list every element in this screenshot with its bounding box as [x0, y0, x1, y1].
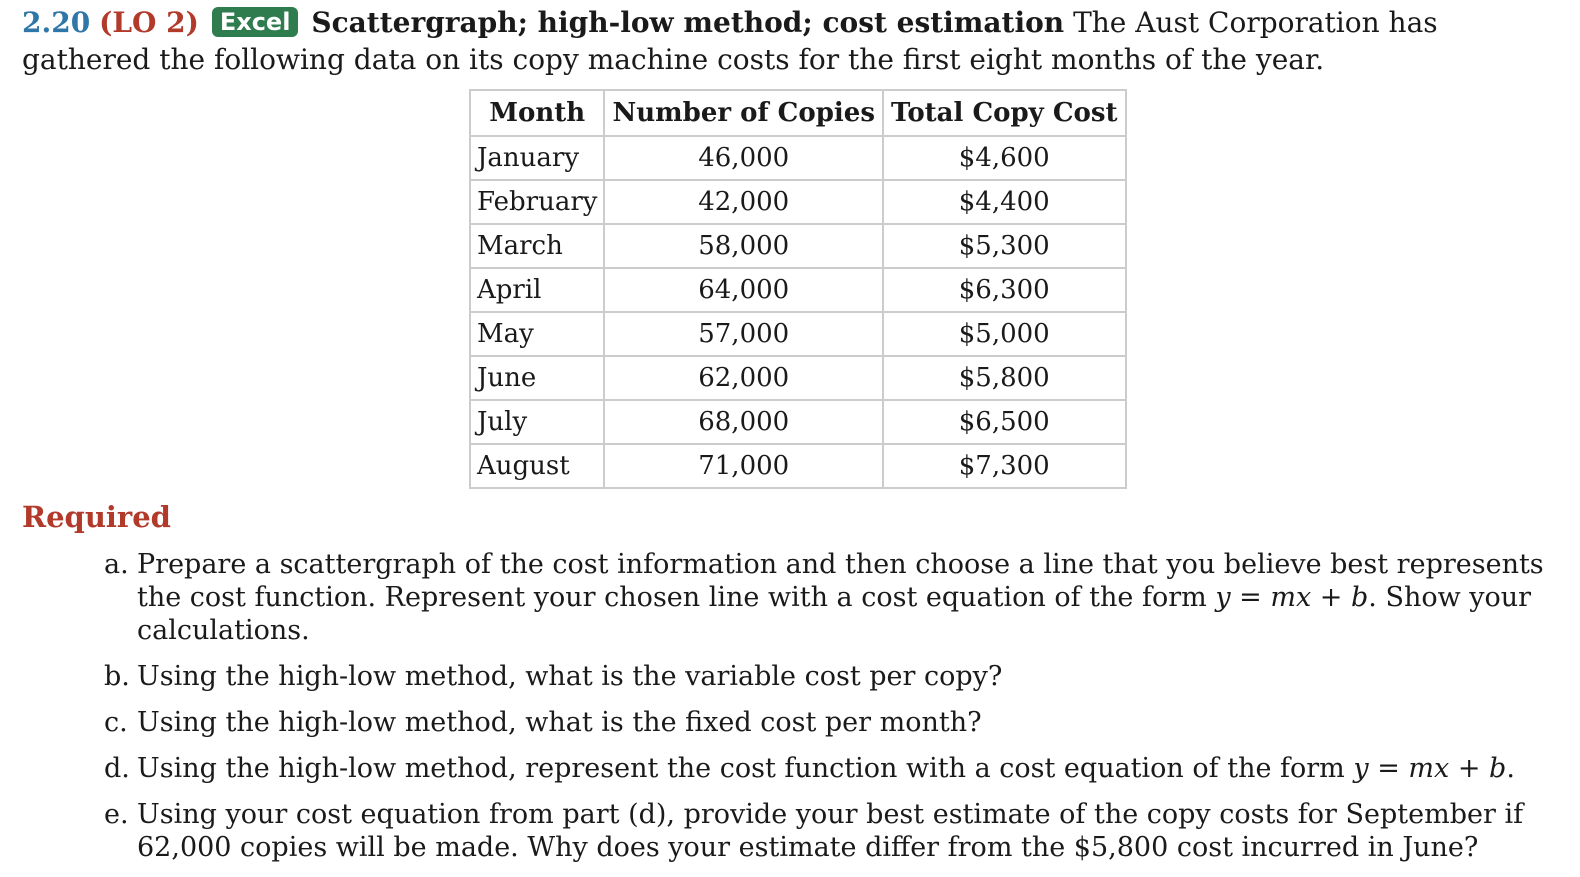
- table-row: [470, 312, 1126, 356]
- table-row: [470, 268, 1126, 312]
- question-list: [104, 548, 1544, 877]
- header-cost: Total Copy Cost: [883, 90, 1126, 136]
- question-label: e.: [104, 799, 129, 830]
- cell-cost: $7,300: [883, 444, 1126, 488]
- cell-month: February: [470, 180, 604, 224]
- cell-cost: $4,600: [883, 136, 1126, 180]
- cell-copies: 57,000: [604, 312, 883, 356]
- cell-copies: 68,000: [604, 400, 883, 444]
- question-c: [104, 706, 1544, 739]
- cell-copies: 62,000: [604, 356, 883, 400]
- cell-cost: $4,400: [883, 180, 1126, 224]
- cell-month: March: [470, 224, 604, 268]
- question-b: [104, 660, 1544, 693]
- cell-month: July: [470, 400, 604, 444]
- cell-cost: $5,000: [883, 312, 1126, 356]
- cell-copies: 42,000: [604, 180, 883, 224]
- question-text: Prepare a scattergraph of the cost information and then choose a line that you believe best represents the cost function. Represent your chosen line with a cost equation of the form: [137, 549, 1544, 613]
- question-a: [104, 548, 1544, 647]
- cell-cost: $6,500: [883, 400, 1126, 444]
- excel-badge[interactable]: Excel: [212, 7, 299, 37]
- problem-number: 2.20: [22, 6, 91, 39]
- question-text: Using your cost equation from part (d), provide your best estimate of the copy costs for September if 62,000 copies will be made. Why does your estimate differ from the $5,800 cost incurred in June?: [137, 799, 1524, 863]
- question-label: a.: [104, 549, 129, 580]
- question-label: d.: [104, 753, 130, 784]
- learning-objective: (LO 2): [99, 6, 199, 39]
- question-text-end: .: [1506, 753, 1515, 784]
- cell-copies: 46,000: [604, 136, 883, 180]
- cell-month: January: [470, 136, 604, 180]
- problem-header: [22, 4, 1552, 78]
- cell-month: June: [470, 356, 604, 400]
- equation-form: y = mx + b: [1353, 753, 1507, 784]
- cell-copies: 64,000: [604, 268, 883, 312]
- table-row: [470, 444, 1126, 488]
- table-row: [470, 136, 1126, 180]
- problem-intro: The Aust Corporation has gathered the following data on its copy machine costs for the first eight months of the year.: [22, 6, 1438, 76]
- cell-month: May: [470, 312, 604, 356]
- required-heading: Required: [22, 500, 171, 534]
- question-label: b.: [104, 661, 130, 692]
- table-row: [470, 356, 1126, 400]
- cell-cost: $6,300: [883, 268, 1126, 312]
- equation-form: y = mx + b: [1215, 582, 1369, 613]
- table-header-row: [470, 90, 1126, 136]
- question-e: [104, 798, 1544, 864]
- copy-cost-table: [469, 89, 1127, 489]
- cell-month: April: [470, 268, 604, 312]
- question-label: c.: [104, 707, 128, 738]
- problem-title: Scattergraph; high-low method; cost estimation: [311, 6, 1065, 39]
- cell-cost: $5,300: [883, 224, 1126, 268]
- table-row: [470, 224, 1126, 268]
- cell-copies: 58,000: [604, 224, 883, 268]
- question-text: Using the high-low method, what is the fixed cost per month?: [137, 707, 982, 738]
- table-row: [470, 400, 1126, 444]
- table-body: [470, 136, 1126, 488]
- header-month: Month: [470, 90, 604, 136]
- question-text: Using the high-low method, represent the cost function with a cost equation of the form: [137, 753, 1345, 784]
- question-text: Using the high-low method, what is the variable cost per copy?: [137, 661, 1003, 692]
- cell-month: August: [470, 444, 604, 488]
- cell-cost: $5,800: [883, 356, 1126, 400]
- table-row: [470, 180, 1126, 224]
- question-d: [104, 752, 1544, 785]
- header-copies: Number of Copies: [604, 90, 883, 136]
- question-text-end: . Show your calculations.: [137, 582, 1532, 646]
- cell-copies: 71,000: [604, 444, 883, 488]
